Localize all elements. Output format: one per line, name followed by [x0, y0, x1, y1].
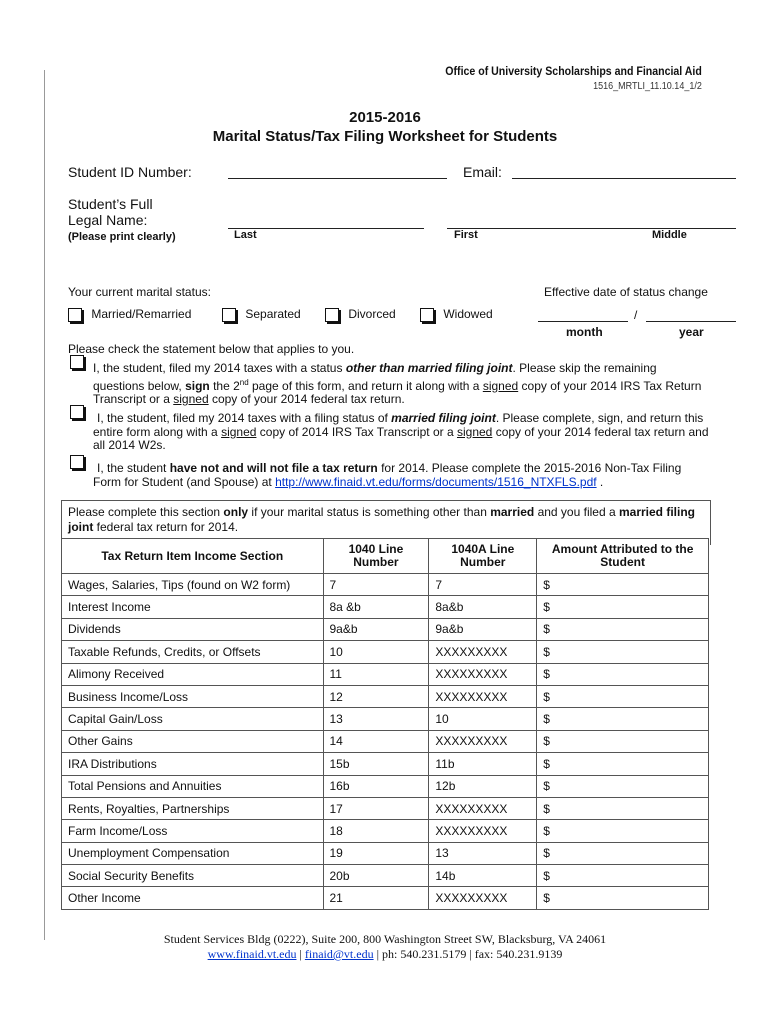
statement-3: I, the student have not and will not file a tax return for 2014. Please complete the 2015-2016 Non-Tax Filing Form for Student (and Spouse) at http://www.finaid.vt.edu/forms/documents/1516_NTXFLS.pdf .: [93, 461, 682, 489]
email-link[interactable]: finaid@vt.edu: [304, 947, 374, 961]
row-amount[interactable]: $: [537, 730, 709, 752]
row-item: Rents, Royalties, Partnerships: [62, 797, 324, 819]
option-married[interactable]: Married/Remarried: [68, 307, 191, 322]
row-item: Taxable Refunds, Credits, or Offsets: [62, 641, 324, 663]
header-1040a: 1040A Line Number: [429, 539, 537, 574]
row-amount[interactable]: $: [537, 753, 709, 775]
header-1040: 1040 Line Number: [323, 539, 429, 574]
statements-intro: Please check the statement below that applies to you.: [68, 342, 355, 356]
row-1040a-line: XXXXXXXXX: [429, 887, 537, 909]
header-item: Tax Return Item Income Section: [62, 539, 324, 574]
option-divorced[interactable]: Divorced: [325, 307, 396, 322]
statement-2: I, the student, filed my 2014 taxes with a filing status of married filing joint. Please complete, sign, and return this entire form along with a signed copy of 2014 IRS Tax Transcript or a signed copy of your 2014 federal tax return and all 2014 W2s.: [93, 411, 709, 452]
table-row: [62, 865, 709, 887]
row-1040a-line: 7: [429, 574, 537, 596]
row-item: Unemployment Compensation: [62, 842, 324, 864]
row-1040a-line: 12b: [429, 775, 537, 797]
row-1040a-line: 14b: [429, 865, 537, 887]
table-row: [62, 708, 709, 730]
row-amount[interactable]: $: [537, 797, 709, 819]
option-widowed[interactable]: Widowed: [420, 307, 493, 322]
row-amount[interactable]: $: [537, 865, 709, 887]
row-item: Interest Income: [62, 596, 324, 618]
margin-rule: [44, 70, 45, 940]
row-1040a-line: 13: [429, 842, 537, 864]
row-1040a-line: 10: [429, 708, 537, 730]
row-item: Business Income/Loss: [62, 685, 324, 707]
email-label: Email:: [463, 164, 502, 180]
widowed-checkbox[interactable]: [420, 308, 434, 322]
form-year: 2015-2016: [349, 109, 421, 126]
married-checkbox[interactable]: [68, 308, 82, 322]
row-amount[interactable]: $: [537, 685, 709, 707]
table-row: [62, 641, 709, 663]
row-1040-line: 16b: [323, 775, 429, 797]
table-row: [62, 753, 709, 775]
table-row: [62, 596, 709, 618]
row-1040a-line: XXXXXXXXX: [429, 685, 537, 707]
row-item: Total Pensions and Annuities: [62, 775, 324, 797]
footer-address: Student Services Bldg (0222), Suite 200, 800 Washington Street SW, Blacksburg, VA 24061: [163, 932, 607, 946]
row-amount[interactable]: $: [537, 887, 709, 909]
date-separator: /: [634, 308, 638, 322]
year-label: year: [679, 325, 704, 339]
month-field[interactable]: [538, 321, 628, 322]
row-1040-line: 11: [323, 663, 429, 685]
name-label-line2: Legal Name:: [68, 212, 148, 228]
email-field[interactable]: [512, 178, 736, 179]
form-code: 1516_MRTLI_11.10.14_1/2: [593, 81, 702, 92]
non-tax-filing-form-link[interactable]: http://www.finaid.vt.edu/forms/documents/1516_NTXFLS.pdf: [275, 474, 597, 489]
row-item: Other Income: [62, 887, 324, 909]
row-1040a-line: XXXXXXXXX: [429, 641, 537, 663]
student-id-field[interactable]: [228, 178, 447, 179]
row-1040-line: 17: [323, 797, 429, 819]
row-1040-line: 14: [323, 730, 429, 752]
statement-1: I, the student, filed my 2014 taxes with a status other than married filing joint. Please skip the remaining questions below, sign the 2nd page of this form, and return it along with a signed copy of your 2014 IRS Tax Return Transcript or a signed copy of your 2014 federal tax return.: [93, 361, 702, 406]
row-1040-line: 21: [323, 887, 429, 909]
row-amount[interactable]: $: [537, 708, 709, 730]
row-amount[interactable]: $: [537, 618, 709, 640]
row-1040-line: 18: [323, 820, 429, 842]
name-label-line1: Student’s Full: [68, 196, 153, 212]
student-id-label: Student ID Number:: [68, 164, 192, 180]
row-1040a-line: XXXXXXXXX: [429, 663, 537, 685]
footer-contact: www.finaid.vt.edu | finaid@vt.edu | ph: 540.231.5179 | fax: 540.231.9139: [207, 947, 563, 961]
row-item: Capital Gain/Loss: [62, 708, 324, 730]
statement-1-checkbox[interactable]: [70, 355, 84, 369]
row-1040-line: 12: [323, 685, 429, 707]
row-amount[interactable]: $: [537, 596, 709, 618]
row-amount[interactable]: $: [537, 842, 709, 864]
row-1040a-line: 8a&b: [429, 596, 537, 618]
row-1040-line: 10: [323, 641, 429, 663]
statement-2-checkbox[interactable]: [70, 405, 84, 419]
row-amount[interactable]: $: [537, 775, 709, 797]
table-row: [62, 685, 709, 707]
row-1040a-line: XXXXXXXXX: [429, 797, 537, 819]
row-item: Dividends: [62, 618, 324, 640]
separated-checkbox[interactable]: [222, 308, 236, 322]
row-item: Other Gains: [62, 730, 324, 752]
print-clearly-note: (Please print clearly): [68, 231, 176, 243]
table-row: [62, 618, 709, 640]
row-item: Alimony Received: [62, 663, 324, 685]
row-amount[interactable]: $: [537, 574, 709, 596]
table-row: [62, 842, 709, 864]
row-1040-line: 13: [323, 708, 429, 730]
row-item: Wages, Salaries, Tips (found on W2 form): [62, 574, 324, 596]
income-table: [61, 538, 709, 910]
table-row: [62, 887, 709, 909]
row-item: IRA Distributions: [62, 753, 324, 775]
year-field[interactable]: [646, 321, 736, 322]
table-row: [62, 574, 709, 596]
middle-label: Middle: [652, 229, 687, 241]
row-amount[interactable]: $: [537, 820, 709, 842]
row-item: Farm Income/Loss: [62, 820, 324, 842]
row-1040a-line: 9a&b: [429, 618, 537, 640]
row-1040a-line: XXXXXXXXX: [429, 730, 537, 752]
row-item: Social Security Benefits: [62, 865, 324, 887]
last-label: Last: [234, 229, 257, 241]
marital-status-prompt: Your current marital status:: [68, 285, 211, 299]
table-row: [62, 730, 709, 752]
row-amount[interactable]: $: [537, 641, 709, 663]
header-amount: Amount Attributed to the Student: [537, 539, 709, 574]
table-row: [62, 663, 709, 685]
website-link[interactable]: www.finaid.vt.edu: [207, 947, 297, 961]
table-row: [62, 797, 709, 819]
divorced-checkbox[interactable]: [325, 308, 339, 322]
statement-3-checkbox[interactable]: [70, 455, 84, 469]
option-separated[interactable]: Separated: [222, 307, 301, 322]
form-title: Marital Status/Tax Filing Worksheet for Students: [212, 128, 558, 145]
effective-date-label: Effective date of status change: [544, 285, 708, 299]
table-row: [62, 775, 709, 797]
first-label: First: [454, 229, 478, 241]
row-1040-line: 15b: [323, 753, 429, 775]
row-1040a-line: 11b: [429, 753, 537, 775]
first-middle-name-field[interactable]: [447, 228, 736, 229]
row-amount[interactable]: $: [537, 663, 709, 685]
last-name-field[interactable]: [228, 228, 424, 229]
row-1040-line: 19: [323, 842, 429, 864]
row-1040a-line: XXXXXXXXX: [429, 820, 537, 842]
row-1040-line: 20b: [323, 865, 429, 887]
section-note: Please complete this section only if your marital status is something other than married and you filed a married filing joint federal tax return for 2014.: [61, 500, 711, 545]
table-header-row: [62, 539, 709, 574]
row-1040-line: 7: [323, 574, 429, 596]
table-row: [62, 820, 709, 842]
office-name: Office of University Scholarships and Financial Aid: [445, 66, 702, 78]
row-1040-line: 9a&b: [323, 618, 429, 640]
row-1040-line: 8a &b: [323, 596, 429, 618]
month-label: month: [566, 325, 603, 339]
